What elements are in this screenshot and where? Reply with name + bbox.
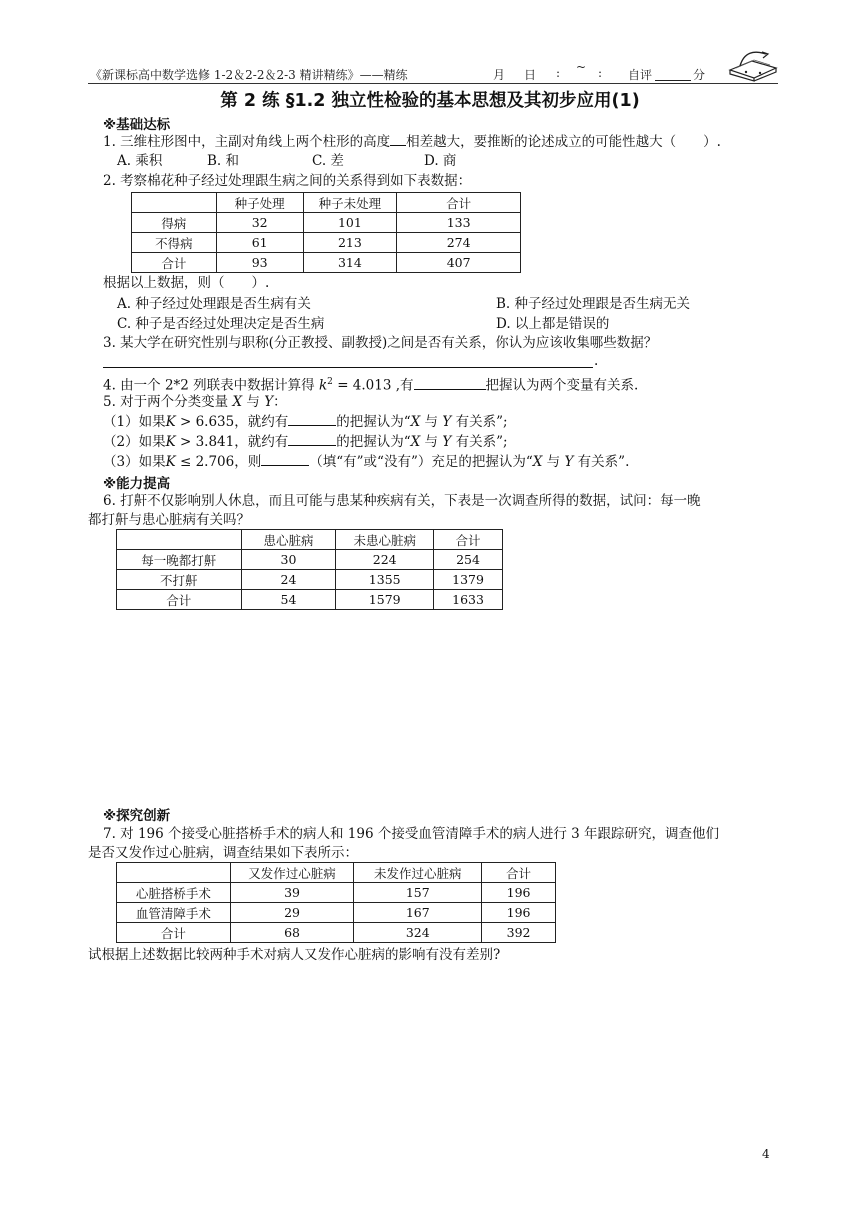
table-cell: 39 xyxy=(230,883,354,903)
q1-stem-start: 1. 三维柱形图中，主副对角线上两个柱形的高度 xyxy=(103,134,391,150)
q5-l2-x: X xyxy=(410,434,421,450)
q5-line-2 xyxy=(103,433,508,451)
page-number: 4 xyxy=(762,1147,770,1161)
header-tilde: ~ xyxy=(576,60,587,74)
q2-option-c: C. 种子是否经过处理决定是否生病 xyxy=(117,316,325,332)
q1-stem xyxy=(103,133,721,151)
q5-l2-y: Y xyxy=(442,434,452,450)
book-logo-icon xyxy=(726,46,780,86)
score-blank xyxy=(655,80,691,81)
table-row-label: 合计 xyxy=(132,253,217,273)
q5-l1-phrase: 的把握认为“ xyxy=(336,414,411,430)
q5-l3-label: （3）如果 xyxy=(103,454,166,470)
q5-l1-x: X xyxy=(410,414,421,430)
table-cell: 392 xyxy=(482,923,556,943)
section-explore-heading: ※探究创新 xyxy=(103,808,171,824)
table-cell: 54 xyxy=(241,590,336,610)
table-row-label: 每一晚都打鼾 xyxy=(117,550,242,570)
q5-l2-condition: > 3.841，就约有 xyxy=(175,434,289,450)
table-row-label: 合计 xyxy=(117,923,231,943)
q2-stem: 2. 考察棉花种子经过处理跟生病之间的关系得到如下表数据： xyxy=(103,173,472,189)
q1-option-c: C. 差 xyxy=(312,153,344,169)
table-cell: 167 xyxy=(354,903,482,923)
section-basic-heading: ※基础达标 xyxy=(103,117,171,133)
table-header-cell: 未患心脏病 xyxy=(336,530,434,550)
table-header-cell xyxy=(117,863,231,883)
q4-exponent: 2 xyxy=(327,377,333,387)
table-cell: 1633 xyxy=(434,590,503,610)
q5-l2-blank xyxy=(288,445,336,446)
q5-stem-start: 5. 对于两个分类变量 xyxy=(103,394,229,410)
table-header-cell: 患心脏病 xyxy=(241,530,336,550)
header-score-unit: 分 xyxy=(693,68,706,82)
q6-line-2: 都打鼾与患心脏病有关吗？ xyxy=(88,512,250,528)
table-header-cell: 合计 xyxy=(434,530,503,550)
header-colon-2: : xyxy=(598,66,603,80)
q5-l2-end: 有关系”; xyxy=(451,434,508,450)
table-row xyxy=(117,590,503,610)
q6-line-1: 6. 打鼾不仅影响别人休息，而且可能与患某种疾病有关，下表是一次调查所得的数据，试问：每一晚 xyxy=(103,493,701,509)
table-cell: 314 xyxy=(303,253,397,273)
q5-with: 与 xyxy=(242,394,265,410)
q5-stem xyxy=(103,393,287,411)
q7-data-table xyxy=(116,862,556,943)
table-header-cell xyxy=(132,193,217,213)
q5-line-1 xyxy=(103,413,508,431)
table-cell: 254 xyxy=(434,550,503,570)
q5-l1-condition: > 6.635，就约有 xyxy=(175,414,289,430)
q2-option-d: D. 以上都是错误的 xyxy=(496,316,610,332)
table-row-label: 血管清障手术 xyxy=(117,903,231,923)
table-cell: 274 xyxy=(397,233,521,253)
q5-l2-k: K xyxy=(165,434,176,450)
q5-l1-with: 与 xyxy=(420,414,443,430)
q2-data-table xyxy=(131,192,521,273)
table-header-cell: 未发作过心脏病 xyxy=(354,863,482,883)
table-header-cell: 种子处理 xyxy=(216,193,303,213)
table-row-label: 心脏搭桥手术 xyxy=(117,883,231,903)
q1-option-d: D. 商 xyxy=(424,153,457,169)
table-row xyxy=(132,253,521,273)
table-row xyxy=(117,903,556,923)
q5-l3-condition: ≤ 2.706，则 xyxy=(175,454,262,470)
header-rule xyxy=(88,83,778,84)
table-header-cell: 种子未处理 xyxy=(303,193,397,213)
q5-l2-phrase: 的把握认为“ xyxy=(336,434,411,450)
header-day: 日 xyxy=(524,68,537,82)
q5-l2-with: 与 xyxy=(420,434,443,450)
table-row-label: 不打鼾 xyxy=(117,570,242,590)
q5-l1-label: （1）如果 xyxy=(103,414,166,430)
q2-question: 根据以上数据，则（ ）. xyxy=(103,275,270,291)
table-cell: 29 xyxy=(230,903,354,923)
q5-l2-label: （2）如果 xyxy=(103,434,166,450)
q4-text-end: 把握认为两个变量有关系. xyxy=(485,377,639,394)
q3-answer-line xyxy=(103,367,593,368)
table-cell: 1379 xyxy=(434,570,503,590)
table-cell: 30 xyxy=(241,550,336,570)
page-title: 第 2 练 §1.2 独立性检验的基本思想及其初步应用(1) xyxy=(220,91,640,111)
q5-l1-end: 有关系”; xyxy=(451,414,508,430)
q2-option-a: A. 种子经过处理跟是否生病有关 xyxy=(117,296,311,312)
table-cell: 68 xyxy=(230,923,354,943)
q4-value: = 4.013 ,有 xyxy=(332,377,414,394)
q1-option-b: B. 和 xyxy=(207,153,240,169)
table-cell: 93 xyxy=(216,253,303,273)
table-header-row xyxy=(117,863,556,883)
q3-stem: 3. 某大学在研究性别与职称(分正教授、副教授)之间是否有关系，你认为应该收集哪些数据？ xyxy=(103,335,658,351)
q3-period: . xyxy=(594,353,599,369)
table-row xyxy=(132,213,521,233)
q5-var-y: Y xyxy=(264,394,274,410)
table-cell: 61 xyxy=(216,233,303,253)
table-cell: 407 xyxy=(397,253,521,273)
q5-var-x: X xyxy=(232,394,243,410)
table-header-cell: 合计 xyxy=(482,863,556,883)
table-header-cell: 又发作过心脏病 xyxy=(230,863,354,883)
table-cell: 324 xyxy=(354,923,482,943)
table-row xyxy=(117,550,503,570)
q4-answer-blank xyxy=(414,389,486,390)
header-month: 月 xyxy=(493,68,506,82)
q5-l3-x: X xyxy=(532,454,543,470)
q4-text-start: 4. 由一个 2*2 列联表中数据计算得 xyxy=(103,377,315,394)
q7-line-1: 7. 对 196 个接受心脏搭桥手术的病人和 196 个接受血管清障手术的病人进行 3 年跟踪研究，调查他们 xyxy=(103,826,720,842)
table-row xyxy=(117,570,503,590)
table-cell: 1579 xyxy=(336,590,434,610)
header-book-title: 《新课标高中数学选修 1-2＆2-2＆2-3 精讲精练》——精练 xyxy=(90,68,408,82)
q1-option-a: A. 乘积 xyxy=(117,153,163,169)
table-cell: 157 xyxy=(354,883,482,903)
q6-data-table xyxy=(116,529,503,610)
table-row-label: 得病 xyxy=(132,213,217,233)
table-cell: 224 xyxy=(336,550,434,570)
header-self-eval: 自评 xyxy=(628,68,653,82)
q5-l3-phrase: （填“有”或“没有”）充足的把握认为“ xyxy=(309,454,533,470)
q5-l1-y: Y xyxy=(442,414,452,430)
q5-l3-y: Y xyxy=(564,454,574,470)
q5-stem-end: ： xyxy=(273,394,287,410)
table-cell: 1355 xyxy=(336,570,434,590)
q5-l3-blank xyxy=(261,465,309,466)
table-row xyxy=(132,233,521,253)
q7-line-2: 是否又发作过心脏病，调查结果如下表所示： xyxy=(88,845,358,861)
table-row xyxy=(117,923,556,943)
table-cell: 24 xyxy=(241,570,336,590)
q5-l3-k: K xyxy=(165,454,176,470)
q4-text xyxy=(103,373,638,395)
section-ability-heading: ※能力提高 xyxy=(103,476,171,492)
q5-l3-with: 与 xyxy=(542,454,565,470)
table-header-row xyxy=(132,193,521,213)
q7-question: 试根据上述数据比较两种手术对病人又发作心脏病的影响有没有差别? xyxy=(88,947,501,963)
q5-l3-end: 有关系”. xyxy=(573,454,630,470)
table-header-cell: 合计 xyxy=(397,193,521,213)
header-colon-1: : xyxy=(556,66,561,80)
table-cell: 101 xyxy=(303,213,397,233)
table-cell: 133 xyxy=(397,213,521,233)
q5-line-3 xyxy=(103,453,629,471)
table-cell: 196 xyxy=(482,903,556,923)
q4-k-symbol: k xyxy=(318,377,328,394)
table-cell: 32 xyxy=(216,213,303,233)
table-header-cell xyxy=(117,530,242,550)
q2-option-b: B. 种子经过处理跟是否生病无关 xyxy=(496,296,691,312)
table-row-label: 不得病 xyxy=(132,233,217,253)
q5-l1-k: K xyxy=(165,414,176,430)
table-header-row xyxy=(117,530,503,550)
q5-l1-blank xyxy=(288,425,336,426)
table-row xyxy=(117,883,556,903)
table-cell: 213 xyxy=(303,233,397,253)
q1-stem-end: 相差越大，要推断的论述成立的可能性越大（ ）. xyxy=(406,134,721,150)
table-cell: 196 xyxy=(482,883,556,903)
q1-stem-blank xyxy=(390,145,406,146)
table-row-label: 合计 xyxy=(117,590,242,610)
